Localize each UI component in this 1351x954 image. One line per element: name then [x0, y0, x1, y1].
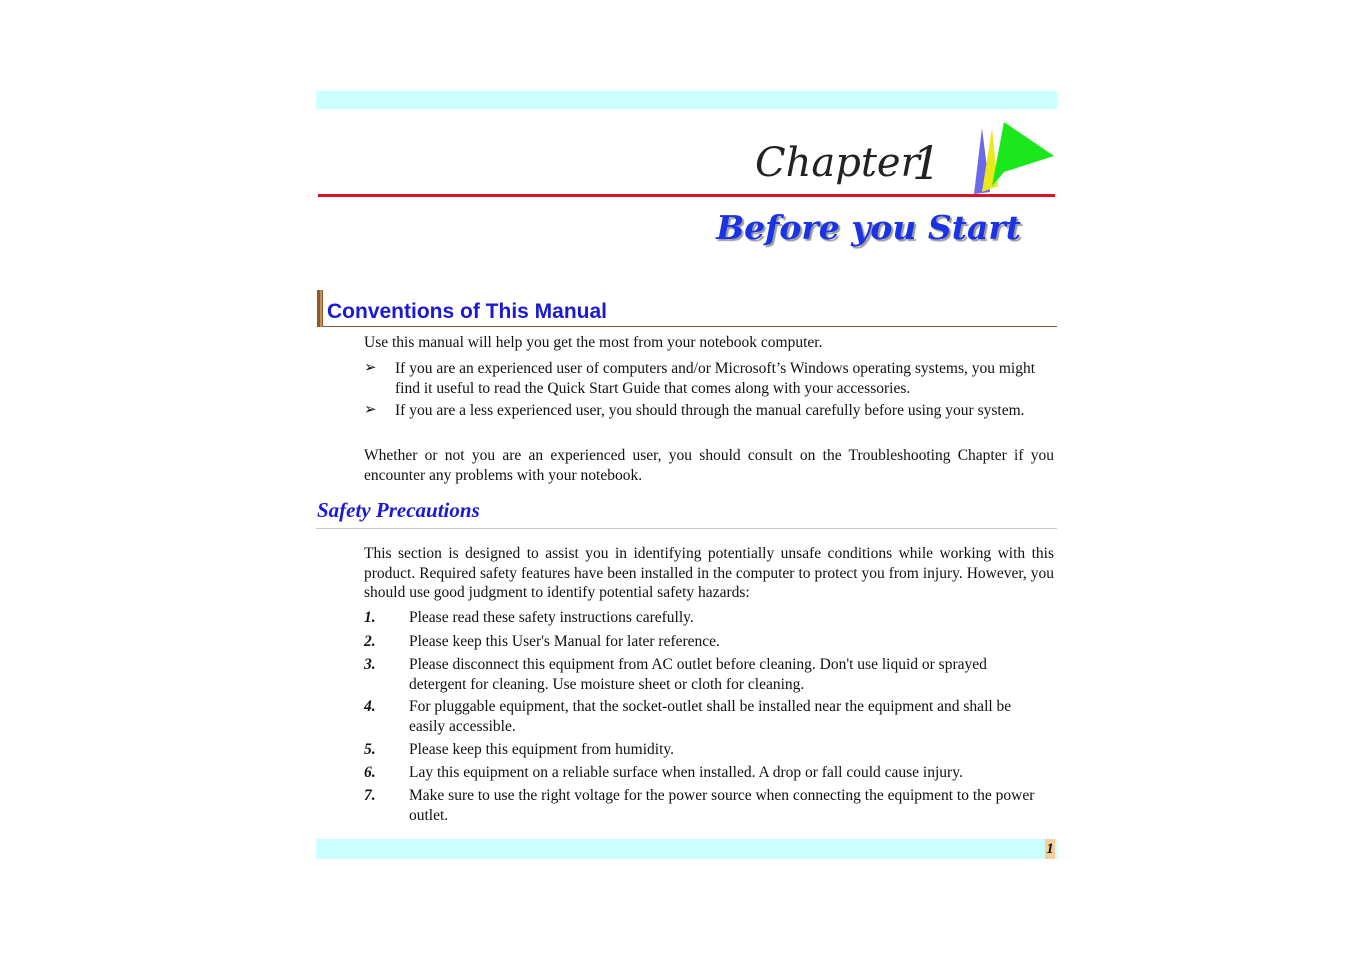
chapter-label: Chapter [755, 140, 920, 186]
bullet-arrow-icon: ➢ [364, 360, 377, 376]
section-marker-highlight [320, 290, 322, 327]
list-number: 4. [364, 698, 376, 715]
safety-item: Please keep this equipment from humidity. [409, 741, 675, 758]
safety-rule [316, 528, 1057, 529]
footer-band [316, 839, 1057, 859]
safety-item: Please keep this User's Manual for later reference. [409, 633, 720, 650]
conventions-heading: Conventions of This Manual [327, 300, 608, 323]
safety-intro: This section is designed to assist you in identifying potentially unsafe conditions while working with this product. Required safety features have been installed in the computer to protect you from injury. However, you should use good judgment to identify potential safety hazards: [364, 545, 1054, 601]
conventions-bullet: If you are a less experienced user, you should through the manual carefully before using your system. [395, 402, 1025, 419]
list-number: 3. [364, 656, 376, 673]
list-number: 6. [364, 764, 376, 781]
chapter-wedge-logo-icon [970, 120, 1056, 196]
list-number: 1. [364, 609, 376, 626]
list-number: 5. [364, 741, 376, 758]
safety-item: Lay this equipment on a reliable surface when installed. A drop or fall could cause injury. [409, 764, 963, 781]
conventions-rule [322, 326, 1057, 327]
safety-item: Please disconnect this equipment from AC outlet before cleaning. Don't use liquid or sprayed detergent for cleaning. Use moisture sheet or cloth for cleaning. [409, 656, 987, 693]
conventions-bullet: If you are an experienced user of computers and/or Microsoft’s Windows operating systems, you might find it useful to read the Quick Start Guide that comes along with your accessories. [395, 360, 1036, 397]
chapter-title: Before you Start [716, 208, 1021, 247]
conventions-closing: Whether or not you are an experienced user, you should consult on the Troubleshooting Chapter if you encounter any problems with your notebook. [364, 447, 1054, 484]
bullet-arrow-icon: ➢ [364, 402, 377, 418]
list-number: 7. [364, 787, 376, 804]
safety-item: Please read these safety instructions carefully. [409, 609, 694, 626]
conventions-intro: Use this manual will help you get the most from your notebook computer. [364, 334, 823, 351]
safety-heading: Safety Precautions [317, 498, 480, 522]
chapter-rule [318, 194, 1055, 197]
chapter-number: 1 [912, 136, 942, 190]
list-number: 2. [364, 633, 376, 650]
page-number: 1 [1046, 841, 1054, 857]
safety-item: For pluggable equipment, that the socket-outlet shall be installed near the equipment and shall be easily accessible. [409, 698, 1012, 735]
safety-item: Make sure to use the right voltage for the power source when connecting the equipment to the power outlet. [409, 787, 1035, 824]
header-band [316, 91, 1057, 109]
